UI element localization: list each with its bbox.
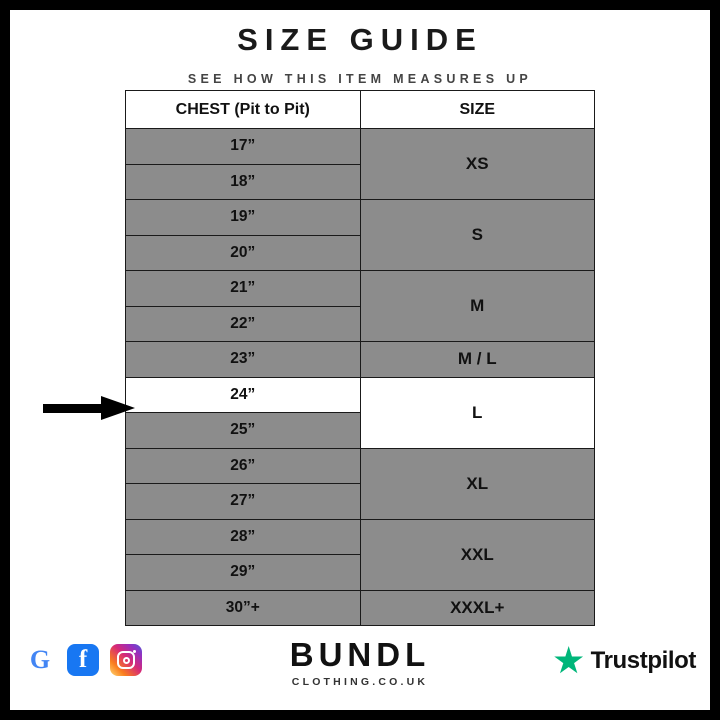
size-cell: XS: [360, 129, 595, 200]
column-header-size: SIZE: [360, 91, 595, 129]
size-cell: XXXL+: [360, 590, 595, 626]
trustpilot-badge[interactable]: [554, 646, 696, 676]
size-guide-card: [10, 10, 710, 710]
measurement-cell: 22”: [126, 306, 361, 342]
google-icon[interactable]: G: [24, 644, 56, 676]
table-header-row: [126, 91, 595, 129]
table-row: [126, 342, 595, 378]
measurement-cell: 30”+: [126, 590, 361, 626]
right-arrow-icon: [43, 396, 135, 420]
page-subtitle: SEE HOW THIS ITEM MEASURES UP: [187, 72, 533, 86]
size-table-body: [126, 129, 595, 626]
size-table-head: [126, 91, 595, 129]
brand-name: BUNDL: [289, 636, 431, 673]
size-cell-highlighted: L: [360, 377, 595, 448]
page-title: SIZE GUIDE: [237, 22, 483, 57]
measurement-cell: 23”: [126, 342, 361, 378]
size-cell: M: [360, 271, 595, 342]
arrow-head: [101, 396, 135, 420]
footer: [10, 630, 710, 702]
size-cell: XXL: [360, 519, 595, 590]
measurement-cell: 19”: [126, 200, 361, 236]
size-cell: M / L: [360, 342, 595, 378]
column-header-chest: CHEST (Pit to Pit): [126, 91, 361, 129]
table-row: [126, 590, 595, 626]
table-row-highlighted: [126, 377, 595, 413]
table-row: [126, 448, 595, 484]
facebook-icon[interactable]: f: [67, 644, 99, 676]
size-table-wrapper: [125, 90, 595, 626]
size-cell: S: [360, 200, 595, 271]
measurement-cell: 29”: [126, 555, 361, 591]
measurement-cell: 28”: [126, 519, 361, 555]
table-row: [126, 519, 595, 555]
arrow-shaft: [43, 404, 105, 413]
measurement-cell: 17”: [126, 129, 361, 165]
measurement-cell: 26”: [126, 448, 361, 484]
brand-website: CLOTHING.CO.UK: [291, 676, 429, 688]
size-cell: XL: [360, 448, 595, 519]
trustpilot-label: Trustpilot: [590, 647, 696, 674]
size-table: [125, 90, 595, 626]
measurement-cell: 20”: [126, 235, 361, 271]
table-row: [126, 129, 595, 165]
measurement-cell: 25”: [126, 413, 361, 449]
table-row: [126, 200, 595, 236]
star-icon: [554, 646, 584, 676]
measurement-cell-highlighted: 24”: [126, 377, 361, 413]
measurement-cell: 21”: [126, 271, 361, 307]
measurement-cell: 27”: [126, 484, 361, 520]
table-row: [126, 271, 595, 307]
measurement-cell: 18”: [126, 164, 361, 200]
